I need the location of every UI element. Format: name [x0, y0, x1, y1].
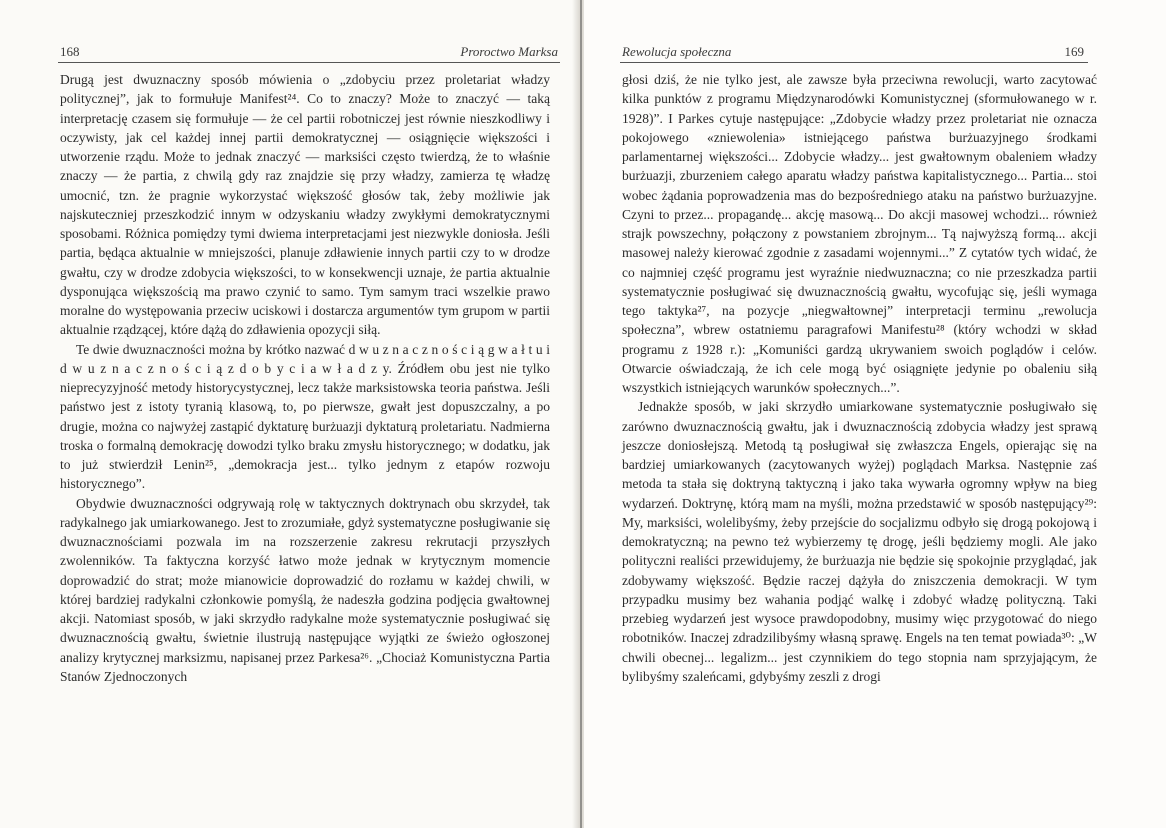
paragraph: głosi dziś, że nie tylko jest, ale zawsze była przeciwna rewolucji, warto zacytować kilka punktów z programu Międzynarodówki Komunistycznej (sformułowanego w r. 1928)”. I Parkes cytuje następujące: „Zdobycie władzy przez proletariat nie oznacza pokojowego «zniewolenia» istniejącego państwa burżuazyjnego środkami parlamentarnej większości... Zdobycie władzy... jest gwałtownym obaleniem władzy burżuazji, zburzeniem całego aparatu władzy państwa kapitalistycznego... Partia... stoi wobec żądania poprowadzenia mas do bezpośredniego ataku na państwo burżuazyjne. Czyni to przez... propagandę... akcję masową... Do akcji masowej wchodzi... również strajk powszechny, połączony z powstaniem zbrojnym... Tą najwyższą formą... akcji masowej należy kierować zgodnie z zasadami wojennymi...” Z cytatów tych widać, że co najmniej część programu jest wyraźnie niedwuznaczna; co nie przeszkadza partii systematycznie posługiwać się dwuznacznością gwałtu, wycofując się, jeśli wymaga tego taktyka²⁷, na pozycje „niegwałtownej” interpretacji terminu „rewolucja społeczna”, wbrew ostatniemu paragrafowi Manifestu²⁸ (który wchodzi w skład programu z 1928 r.): „Komuniści gardzą ukrywaniem swoich poglądów i celów. Otwarcie oświadczają, że ich cele mogą być osiągnięte jedynie po obaleniu siłą wszystkich istniejących warunków społecznych...”.: [622, 72, 1097, 395]
paragraph: Jednakże sposób, w jaki skrzydło umiarkowane systematycznie posługiwało się zarówno dwuznacznością gwałtu, jak i dwuznacznością zdobycia władzy jest sprawą jeszcze doniosłejszą. Metodą tą posługiwał się zwłaszcza Engels, opierając się na bardziej umiarkowanych (zacytowanych wyżej) poglądach Marksa. Następnie zaś metoda ta stała się doktryną taktyczną i jako taka wywarła ogromny wpływ na bieg wydarzeń. Doktrynę, którą mam na myśli, można przedstawić w sposób następujący²⁹: My, marksiści, wolelibyśmy, żeby przejście do socjalizmu odbyło się drogą pokojową i demokratyczną; na pewno też wybierzemy tę drogę, jeśli będziemy mogli. Ale jako polityczni realiści przewidujemy, że burżuazja nie będzie się spokojnie przyglądać, jak zdobywamy większość. Będzie raczej dążyła do zniszczenia demokracji. W tym przypadku musimy bez wahania podjąć walkę i zdobyć władzę polityczną. Taki przebieg wydarzeń jest wysoce prawdopodobny, musimy więc przygotować do niego robotników. Inaczej zdradzilibyśmy własną sprawę. Engels na ten temat powiada³⁰: „W chwili obecnej... legalizm... jest czynnikiem do tego stopnia nam sprzyjającym, że bylibyśmy szaleńcami, gdybyśmy zeszli z drogi: [622, 399, 1097, 684]
paragraph: Obydwie dwuznaczności odgrywają rolę w taktycznych doktrynach obu skrzydeł, tak radykalnego jak umiarkowanego. Jest to zrozumiałe, gdyż systematyczne posługiwanie się dwuznacznościami pozwala im na rozszerzenie zakresu rekrutacji przyszłych zwolenników. Ta faktyczna korzyść łatwo może jednak w krytycznym momencie doprowadzić do strat; może mianowicie doprowadzić do rozłamu w każdej chwili, w której bardziej radykalni członkowie pomyślą, że nadeszła godzina podjęcia gwałtownej akcji. Natomiast sposób, w jaki skrzydło radykalne może systematycznie posługiwać się dwuznacznością gwałtu, świetnie ilustrują następujące wyjątki ze świeżo ogłoszonej analizy krytycznej marksizmu, napisanej przez Parkesa²⁶. „Chociaż Komunistyczna Partia Stanów Zjednoczonych: [60, 495, 550, 684]
left-page: [0, 0, 580, 828]
running-title: Proroctwo Marksa: [460, 44, 558, 59]
paragraph: Te dwie dwuznaczności można by krótko nazwać d w u z n a c z n o ś c i ą g w a ł t u i d w u z n a c z n o ś c i ą z d o b y c i a w ł a d z y. Źródłem obu jest nie tylko nieprecyzyjność metody historycystycznej, lecz także marksistowska teoria państwa. Jeśli państwo jest z istoty tyranią klasową, to, po pierwsze, gwałt jest dopuszczalny, a po drugie, można co najwyżej zastąpić dyktaturę burżuazji dyktaturą proletariatu. Nadmierna troska o formalną demokrację dowodzi tylko braku zmysłu historycznego; w dodatku, jak to już stwierdził Lenin²⁵, „demokracja jest... tylko jednym z etapów rozwoju historycznego”.: [60, 341, 550, 492]
right-page: [584, 0, 1166, 828]
page-number: 168: [60, 44, 80, 59]
header-rule: [620, 62, 1088, 63]
header-rule: [58, 62, 560, 63]
running-title: Rewolucja społeczna: [622, 44, 732, 59]
paragraph: Drugą jest dwuznaczny sposób mówienia o „zdobyciu przez proletariat władzy politycznej”, jak to formułuje Manifest²⁴. Co to znaczy? Może to znaczyć — taką interpretację czasem się formułuje — że cel partii robotniczej jest równie nieszkodliwy i oczywisty, jak cel każdej innej partii demokratycznej — osiągnięcie większości i utworzenie rządu. Może to jednak znaczyć — marksiści często twierdzą, że to właśnie znaczy — że partia, z chwilą gdy raz znajdzie się przy władzy, zamierza tę władzę umocnić, tzn. że pragnie wykorzystać większość głosów tak, żeby możliwie jak najskuteczniej przeszkodzić innym w odzyskaniu władzy zwykłymi demokratycznymi sposobami. Różnica pomiędzy tymi dwiema interpretacjami jest niezwykle doniosła. Jeśli partia, będąca aktualnie w mniejszości, planuje zdławienie innych partii czy to w drodze gwałtu, czy w drodze zdobycia większości, to w konsekwencji uznaje, że partia aktualnie dysponująca większością ma prawo czynić to samo. Tym samym traci wszelkie prawo moralne do występowania przeciw uciskowi i dostarcza argumentów tym grupom w partii aktualnie rządzącej, które dążą do zdławienia opozycji siłą.: [60, 72, 550, 338]
page-body: [60, 70, 550, 686]
page-number: 169: [1064, 44, 1084, 59]
page-body: [622, 70, 1097, 686]
